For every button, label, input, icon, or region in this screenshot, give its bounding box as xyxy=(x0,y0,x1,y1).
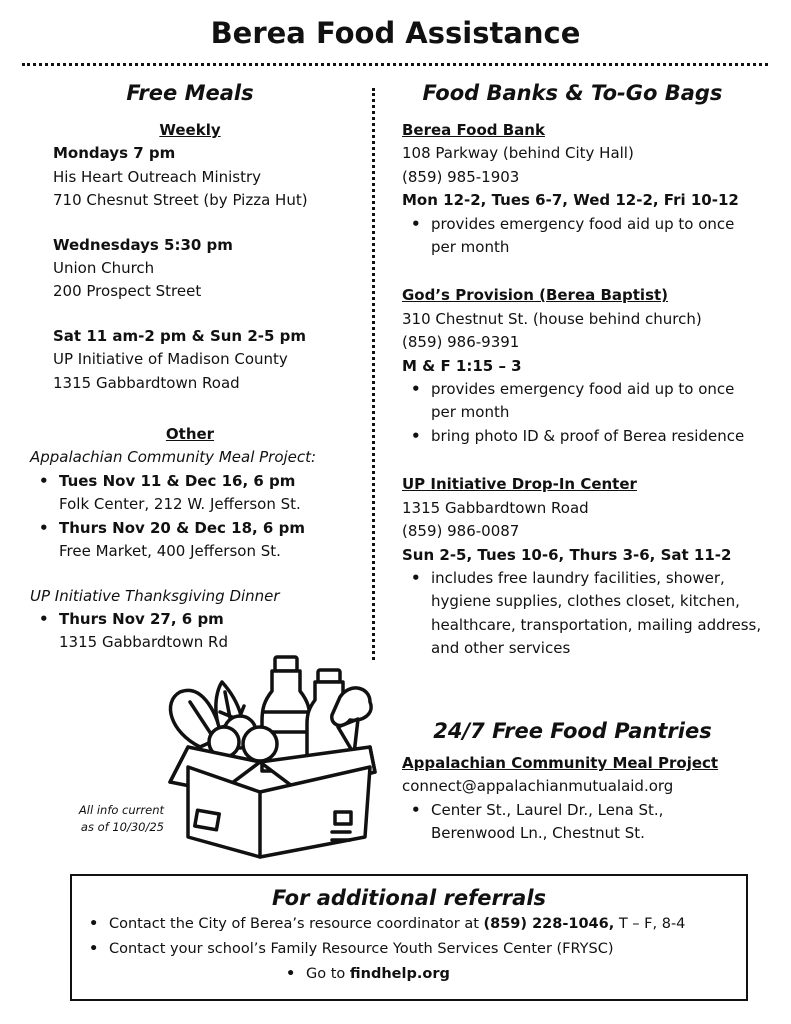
food-bank-name: God’s Provision (Berea Baptist) xyxy=(402,286,669,305)
meal-time: Wednesdays 5:30 pm xyxy=(53,235,233,254)
food-bank-phone: (859) 985-1903 xyxy=(402,167,520,186)
food-banks-section xyxy=(402,119,762,661)
food-bank-note: • provides emergency food aid up to once per month xyxy=(402,213,762,260)
event-location: Folk Center, 212 W. Jefferson St. xyxy=(59,495,301,514)
pantries-heading: 24/7 Free Food Pantries xyxy=(433,719,712,743)
referral-text: Contact the City of Berea’s resource coordinator at xyxy=(109,916,484,932)
pantry-email[interactable]: connect@appalachianmutualaid.org xyxy=(402,777,674,796)
coordinator-phone: (859) 228-1046, xyxy=(483,916,615,932)
dotted-divider xyxy=(22,63,768,66)
meal-time: Mondays 7 pm xyxy=(53,144,176,163)
food-bank-note: • includes free laundry facilities, shower, hygiene supplies, clothes closet, kitchen, healthcare, transportation, mailing address, and other services xyxy=(402,567,762,661)
meal-address: 1315 Gabbardtown Road xyxy=(53,373,240,392)
food-bank-hours: Sun 2-5, Tues 10-6, Thurs 3-6, Sat 11-2 xyxy=(402,545,732,564)
referral-item: • Contact your school’s Family Resource Youth Services Center (FRYSC) xyxy=(80,937,746,962)
food-bank-address: 1315 Gabbardtown Road xyxy=(402,498,589,517)
other-label: Other xyxy=(165,425,215,444)
food-bank-note: • provides emergency food aid up to once per month xyxy=(402,378,762,425)
note-line: All info current xyxy=(78,803,164,817)
meal-location: UP Initiative of Madison County xyxy=(53,350,288,369)
food-bank-hours: Mon 12-2, Tues 6-7, Wed 12-2, Fri 10-12 xyxy=(402,191,739,210)
event-time: • Tues Nov 11 & Dec 16, 6 pm xyxy=(30,470,370,493)
food-box-illustration xyxy=(160,652,390,862)
event-location: Free Market, 400 Jefferson St. xyxy=(59,542,281,561)
info-date-note xyxy=(62,802,164,836)
meal-location: Union Church xyxy=(53,259,155,278)
event-time: • Thurs Nov 27, 6 pm xyxy=(30,608,370,631)
referrals-box xyxy=(70,874,748,1001)
meal-time: Sat 11 am-2 pm & Sun 2-5 pm xyxy=(53,326,307,345)
referral-hours: T – F, 8-4 xyxy=(614,916,686,932)
food-bank-hours: M & F 1:15 – 3 xyxy=(402,356,522,375)
referral-text: Go to xyxy=(306,966,350,982)
referral-item xyxy=(277,962,746,987)
food-banks-heading: Food Banks & To-Go Bags xyxy=(422,81,723,105)
event-time: • Thurs Nov 20 & Dec 18, 6 pm xyxy=(30,517,370,540)
meal-address: 710 Chesnut Street (by Pizza Hut) xyxy=(53,191,308,210)
free-meals-heading: Free Meals xyxy=(126,81,254,105)
food-bank-phone: (859) 986-9391 xyxy=(402,333,520,352)
meal-location: His Heart Outreach Ministry xyxy=(53,167,262,186)
pantry-locations: • Center St., Laurel Dr., Lena St., Berenwood Ln., Chestnut St. xyxy=(402,799,702,846)
page-title: Berea Food Assistance xyxy=(210,16,581,50)
event-location: 1315 Gabbardtown Rd xyxy=(59,633,228,652)
thanksgiving-title: UP Initiative Thanksgiving Dinner xyxy=(30,586,280,605)
findhelp-link[interactable]: findhelp.org xyxy=(349,966,450,982)
free-meals-section xyxy=(30,119,370,655)
food-bank-name: UP Initiative Drop-In Center xyxy=(402,475,637,494)
column-divider xyxy=(372,88,375,660)
food-bank-address: 108 Parkway (behind City Hall) xyxy=(402,144,634,163)
food-bank-address: 310 Chestnut St. (house behind church) xyxy=(402,309,702,328)
weekly-label: Weekly xyxy=(159,121,221,139)
food-bank-name: Berea Food Bank xyxy=(402,121,545,139)
referral-item xyxy=(80,912,746,937)
note-line: as of 10/30/25 xyxy=(80,820,164,834)
referrals-heading: For additional referrals xyxy=(271,886,547,910)
pantries-section xyxy=(402,752,762,846)
acmp-title: Appalachian Community Meal Project: xyxy=(30,448,317,467)
food-bank-note: • bring photo ID & proof of Berea residence xyxy=(402,425,762,448)
food-bank-phone: (859) 986-0087 xyxy=(402,522,520,541)
meal-address: 200 Prospect Street xyxy=(53,282,202,301)
pantry-name: Appalachian Community Meal Project xyxy=(402,754,719,772)
